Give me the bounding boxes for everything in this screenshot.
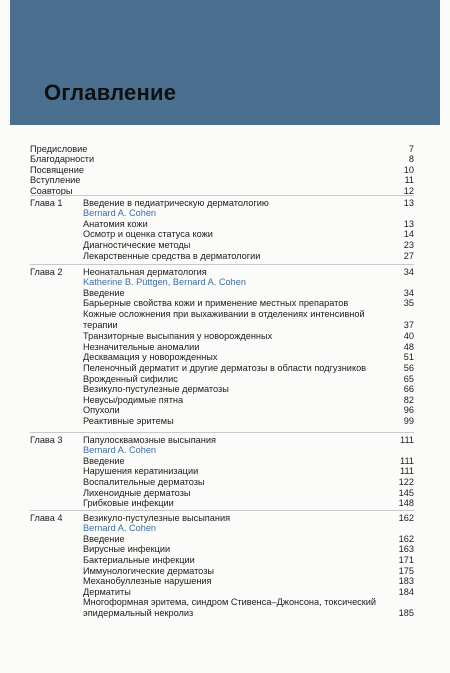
front-matter-item bbox=[30, 144, 414, 155]
chapter-title-page-number: 111 bbox=[400, 434, 414, 445]
chapter-title bbox=[83, 267, 414, 278]
chapter-label: Глава 3 bbox=[30, 434, 63, 445]
toc-entry bbox=[83, 331, 414, 342]
toc-entry-page-number: 23 bbox=[403, 239, 414, 250]
toc-entry bbox=[83, 498, 414, 509]
toc-entry bbox=[83, 534, 414, 545]
toc-entry-label: Осмотр и оценка статуса кожи bbox=[83, 229, 213, 240]
toc-entry bbox=[83, 240, 414, 251]
toc-entry-page-number: 122 bbox=[398, 476, 414, 487]
toc-entry-label: Воспалительные дерматозы bbox=[83, 476, 205, 487]
toc-entry bbox=[83, 219, 414, 230]
front-matter-item bbox=[30, 175, 414, 186]
toc-entry-page-number: 111 bbox=[400, 455, 414, 466]
chapter-label: Глава 1 bbox=[30, 197, 63, 208]
toc-entry-label: Реактивные эритемы bbox=[83, 415, 174, 426]
section-divider bbox=[30, 510, 414, 511]
section-divider bbox=[30, 195, 414, 196]
toc-entry-label: Механобуллезные нарушения bbox=[83, 576, 212, 587]
toc-entry-page-number: 99 bbox=[403, 415, 414, 426]
front-matter-item-page-number: 10 bbox=[403, 164, 414, 175]
toc-entry-page-number: 96 bbox=[403, 405, 414, 416]
toc-entry-label: Вирусные инфекции bbox=[83, 544, 171, 555]
toc-entry-page-number: 40 bbox=[403, 331, 414, 342]
chapter-title-page-number: 34 bbox=[403, 266, 414, 277]
toc-entry-label: Диагностические методы bbox=[83, 239, 191, 250]
toc-entry-page-number: 14 bbox=[403, 229, 414, 240]
toc-entry-label: Транзиторные высыпания у новорожденных bbox=[83, 331, 273, 342]
chapter-author bbox=[83, 523, 414, 534]
page-title: Оглавление bbox=[44, 80, 177, 105]
toc-entry bbox=[83, 456, 414, 467]
toc-entry bbox=[83, 488, 414, 499]
toc-entry bbox=[83, 555, 414, 566]
toc-entry bbox=[83, 352, 414, 363]
front-matter-item-label: Вступление bbox=[30, 175, 81, 186]
toc-entry bbox=[83, 288, 414, 299]
toc-entry bbox=[83, 229, 414, 240]
front-matter-item-label: Соавторы bbox=[30, 185, 73, 196]
chapter-author bbox=[83, 277, 414, 288]
toc-entry-page-number: 51 bbox=[403, 352, 414, 363]
toc-entry bbox=[83, 576, 414, 587]
toc-entry-page-number: 13 bbox=[403, 218, 414, 229]
toc-entry-label: Везикуло-пустулезные дерматозы bbox=[83, 384, 229, 395]
toc-entry-page-number: 56 bbox=[403, 362, 414, 373]
front-matter-item-page-number: 8 bbox=[408, 154, 414, 165]
toc-entry bbox=[83, 587, 414, 598]
toc-entry-page-number: 145 bbox=[398, 487, 414, 498]
chapter-title bbox=[83, 435, 414, 446]
chapter-author-label: Bernard A. Cohen bbox=[83, 523, 157, 534]
chapter-title-page-number: 13 bbox=[403, 197, 414, 208]
front-matter-item bbox=[30, 165, 414, 176]
chapter-author-label: Bernard A. Cohen bbox=[83, 445, 157, 456]
toc-entry-page-number: 34 bbox=[403, 287, 414, 298]
toc-entry-label: Барьерные свойства кожи и применение местных препаратов bbox=[83, 298, 349, 309]
chapter-title-label: Папулосквамозные высыпания bbox=[83, 434, 216, 445]
toc-entry-label: Незначительные аномалии bbox=[83, 341, 200, 352]
chapter-title-label: Неонатальная дерматология bbox=[83, 266, 207, 277]
chapter-title bbox=[83, 198, 414, 209]
chapter-author-label: Katherine B. Püttgen, Bernard A. Cohen bbox=[83, 277, 246, 288]
toc-entry-page-number: 48 bbox=[403, 341, 414, 352]
toc-entry-page-number: 175 bbox=[398, 565, 414, 576]
toc-entry bbox=[83, 405, 414, 416]
front-matter-item-label: Посвящение bbox=[30, 164, 84, 175]
toc-entry-label: Бактериальные инфекции bbox=[83, 554, 195, 565]
toc-entry-page-number: 35 bbox=[403, 298, 414, 309]
section-divider bbox=[30, 432, 414, 433]
toc-entry-page-number: 66 bbox=[403, 384, 414, 395]
chapter-label: Глава 2 bbox=[30, 266, 63, 277]
toc-entry bbox=[83, 309, 414, 331]
toc-entry-label: Грибковые инфекции bbox=[83, 498, 174, 509]
chapter-title-label: Везикуло-пустулезные высыпания bbox=[83, 512, 231, 523]
toc-entry-label: Невусы/родимые пятна bbox=[83, 394, 184, 405]
toc-entry bbox=[83, 597, 414, 619]
front-matter-item-label: Предисловие bbox=[30, 143, 88, 154]
front-matter-item bbox=[30, 154, 414, 165]
toc-entry-label: Дерматиты bbox=[83, 586, 131, 597]
toc-entry-label: Введение bbox=[83, 287, 125, 298]
front-matter-item-page-number: 12 bbox=[403, 185, 414, 196]
chapter-label: Глава 4 bbox=[30, 512, 63, 523]
toc-entry-label: Введение bbox=[83, 455, 125, 466]
chapter-author bbox=[83, 445, 414, 456]
toc-entry-label: Нарушения кератинизации bbox=[83, 466, 199, 477]
toc-entry-page-number: 171 bbox=[398, 554, 414, 565]
toc-entry-label: Десквамация у новорожденных bbox=[83, 352, 218, 363]
toc-entry-page-number: 163 bbox=[398, 544, 414, 555]
toc-entry-label: Врожденный сифилис bbox=[83, 373, 178, 384]
toc-entry bbox=[83, 416, 414, 427]
toc-entry bbox=[83, 477, 414, 488]
toc-entry-page-number: 148 bbox=[398, 498, 414, 509]
toc-entry bbox=[83, 566, 414, 577]
toc-entry bbox=[83, 363, 414, 374]
toc-entry-page-number: 37 bbox=[403, 319, 414, 330]
toc-entry bbox=[83, 374, 414, 385]
front-matter-item-label: Благодарности bbox=[30, 154, 95, 165]
toc-entry bbox=[83, 384, 414, 395]
chapter-title-page-number: 162 bbox=[398, 512, 414, 523]
toc-entry-page-number: 183 bbox=[398, 576, 414, 587]
toc-entry-page-number: 65 bbox=[403, 373, 414, 384]
toc-entry bbox=[83, 544, 414, 555]
toc-entry-label: Опухоли bbox=[83, 405, 120, 416]
chapter-title bbox=[83, 513, 414, 524]
toc-entry-page-number: 185 bbox=[398, 608, 414, 619]
section-divider bbox=[30, 264, 414, 265]
toc-entry-page-number: 184 bbox=[398, 586, 414, 597]
toc-entry-label: Лихеноидные дерматозы bbox=[83, 487, 191, 498]
toc-entry bbox=[83, 342, 414, 353]
toc-entry bbox=[83, 395, 414, 406]
front-matter-item-page-number: 11 bbox=[404, 175, 414, 186]
toc-entry-page-number: 27 bbox=[403, 250, 414, 261]
toc-entry-label: Многоформная эритема, синдром Стивенса–Джонсона, токсический эпидермальный некролиз bbox=[83, 597, 377, 619]
front-matter-item-page-number: 7 bbox=[408, 143, 414, 154]
toc-entry bbox=[83, 466, 414, 477]
toc-entry-page-number: 111 bbox=[400, 466, 414, 477]
toc-entry-label: Лекарственные средства в дерматологии bbox=[83, 250, 261, 261]
chapter-title-label: Введение в педиатрическую дерматологию bbox=[83, 197, 269, 208]
toc-entry-page-number: 82 bbox=[403, 394, 414, 405]
toc-entry-label: Кожные осложнения при выхаживании в отделениях интенсивной терапии bbox=[83, 308, 365, 330]
chapter-author bbox=[83, 208, 414, 219]
toc-entry-label: Анатомия кожи bbox=[83, 218, 148, 229]
chapter-author-label: Bernard A. Cohen bbox=[83, 208, 157, 219]
toc-entry-page-number: 162 bbox=[398, 533, 414, 544]
toc-entry-label: Пеленочный дерматит и другие дерматозы в области подгузников bbox=[83, 362, 367, 373]
toc-entry-label: Введение bbox=[83, 533, 125, 544]
toc-entry bbox=[83, 298, 414, 309]
toc-entry-label: Иммунологические дерматозы bbox=[83, 565, 215, 576]
toc-entry bbox=[83, 251, 414, 262]
